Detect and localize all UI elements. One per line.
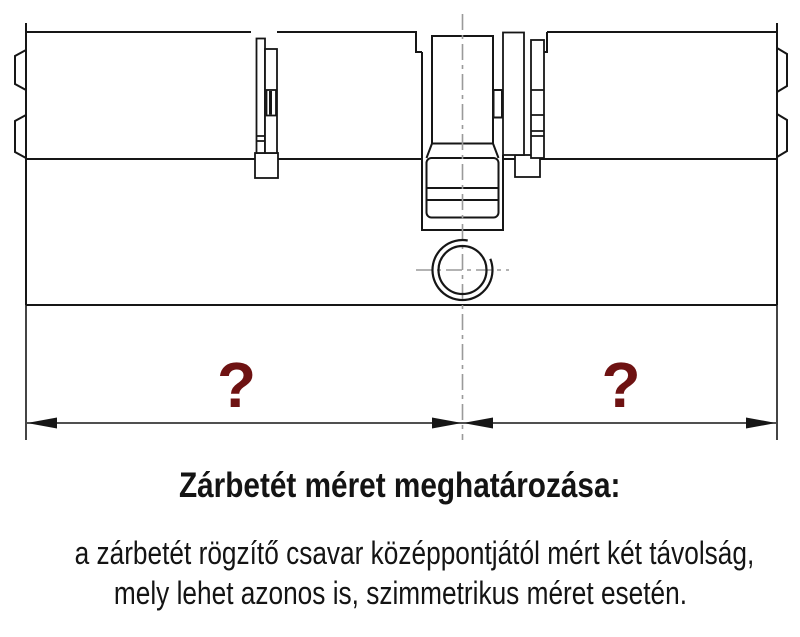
- cam-side-window: [494, 90, 503, 118]
- cylinder-left-body: [15, 23, 422, 305]
- right-body-outline: [544, 23, 777, 305]
- question-mark-right: ?: [601, 349, 641, 421]
- dimension-lines: [26, 305, 777, 440]
- caption-line-2-text: mely lehet azonos is, szimmetrikus méret esetén.: [113, 575, 687, 611]
- caption: [0, 465, 800, 613]
- caption-line-1: [0, 533, 800, 573]
- clip-foot: [255, 153, 278, 178]
- caption-heading-text: Zárbetét méret meghatározása:: [179, 466, 621, 505]
- left-body-bumps: [15, 50, 26, 158]
- right-body-bumps: [777, 48, 787, 157]
- cylinder-right-body: [544, 23, 787, 305]
- cylinder-lower-body: [26, 159, 777, 305]
- arrow-right-end: [746, 418, 776, 429]
- retainer-clip-right: [531, 40, 544, 158]
- left-body-outline: [26, 23, 422, 305]
- caption-line-1-text: a zárbetét rögzítő csavar középpontjától mért két távolság,: [74, 535, 755, 571]
- caption-line-2: [0, 573, 800, 613]
- arrow-center-left: [432, 418, 462, 429]
- question-mark-left: ?: [216, 349, 257, 421]
- left-retainer-clip: [255, 39, 278, 179]
- arrow-center-right: [463, 418, 493, 429]
- arrow-left-end: [27, 418, 57, 429]
- washer-plate: [503, 33, 524, 156]
- caption-heading: [0, 465, 800, 507]
- center-lines: [416, 14, 509, 440]
- washer-stack: [503, 33, 544, 178]
